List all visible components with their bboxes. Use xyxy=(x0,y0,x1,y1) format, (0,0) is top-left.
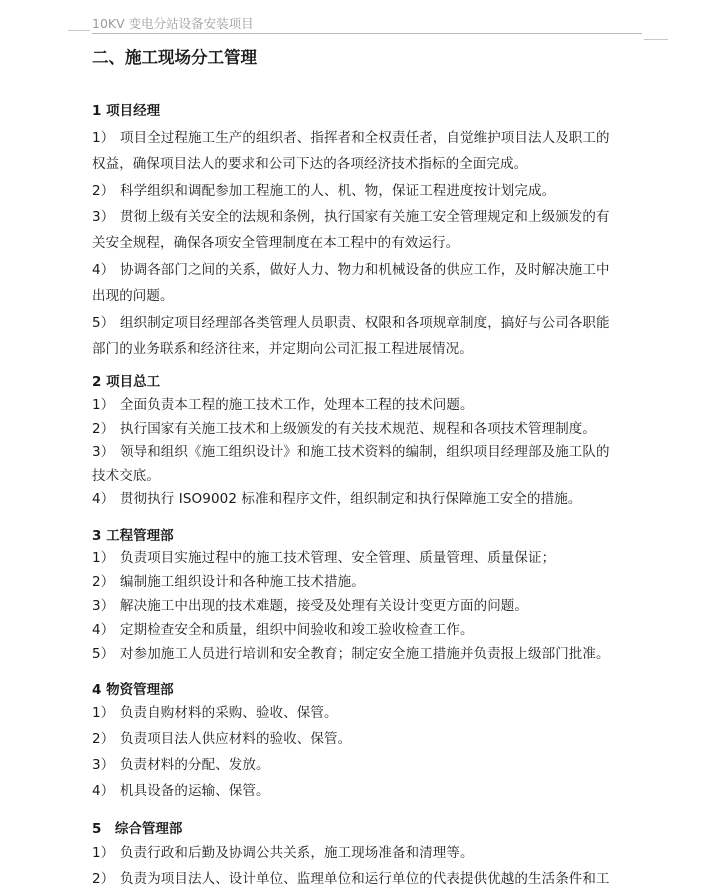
list-item: 5） 组织制定项目经理部各类管理人员职责、权限和各项规章制度，搞好与公司各职能 部门的业务联系和经济往来，并定期向公司汇报工程进展情况。 xyxy=(92,315,610,357)
running-header: 10KV 变电分站设备安装项目 xyxy=(92,16,254,31)
list-item: 4） 定期检查安全和质量，组织中间验收和竣工验收检查工作。 xyxy=(92,622,474,638)
list-item: 2） 编制施工组织设计和各种施工技术措施。 xyxy=(92,574,365,590)
group-heading: 1 项目经理 xyxy=(92,103,161,119)
list-item: 4） 机具设备的运输、保管。 xyxy=(92,783,270,799)
list-item: 3） 解决施工中出现的技术难题，接受及处理有关设计变更方面的问题。 xyxy=(92,598,528,614)
list-item: 2） 负责项目法人供应材料的验收、保管。 xyxy=(92,731,352,747)
list-item: 3） 领导和组织《施工组织设计》和施工技术资料的编制，组织项目经理部及施工队的 技术交底。 xyxy=(92,444,610,484)
group-heading: 4 物资管理部 xyxy=(92,682,174,698)
list-item: 5） 对参加施工人员进行培训和安全教育；制定安全施工措施并负责报上级部门批准。 xyxy=(92,646,610,662)
list-item: 4） 协调各部门之间的关系，做好人力、物力和机械设备的供应工作，及时解决施工中 出现的问题。 xyxy=(92,262,610,304)
crop-mark-left xyxy=(68,30,90,31)
section-title: 二、施工现场分工管理 xyxy=(92,48,257,67)
list-item: 3） 负责材料的分配、发放。 xyxy=(92,757,270,773)
group-heading: 2 项目总工 xyxy=(92,374,161,390)
group-heading: 5 综合管理部 xyxy=(92,821,183,837)
list-item: 2） 负责为项目法人、设计单位、监理单位和运行单位的代表提供优越的生活条件和工 xyxy=(92,871,610,885)
list-item: 2） 科学组织和调配参加工程施工的人、机、物，保证工程进度按计划完成。 xyxy=(92,183,556,199)
list-item: 1） 负责项目实施过程中的施工技术管理、安全管理、质量管理、质量保证； xyxy=(92,550,556,566)
list-item: 1） 项目全过程施工生产的组织者、指挥者和全权责任者，自觉维护项目法人及职工的 权益，确保项目法人的要求和公司下达的各项经济技术指标的全面完成。 xyxy=(92,130,610,172)
list-item: 1） 负责自购材料的采购、验收、保管。 xyxy=(92,705,338,721)
group-heading: 3 工程管理部 xyxy=(92,528,174,544)
list-item: 4） 贯彻执行 ISO9002 标准和程序文件，组织制定和执行保障施工安全的措施。 xyxy=(92,491,582,507)
list-item: 3） 贯彻上级有关安全的法规和条例，执行国家有关施工安全管理规定和上级颁发的有 关安全规程，确保各项安全管理制度在本工程中的有效运行。 xyxy=(92,209,610,251)
crop-mark-right xyxy=(644,39,668,40)
list-item: 1） 负责行政和后勤及协调公共关系，施工现场准备和清理等。 xyxy=(92,845,474,861)
list-item: 2） 执行国家有关施工技术和上级颁发的有关技术规范、规程和各项技术管理制度。 xyxy=(92,421,596,437)
header-rule xyxy=(92,33,642,34)
list-item: 1） 全面负责本工程的施工技术工作，处理本工程的技术问题。 xyxy=(92,397,474,413)
